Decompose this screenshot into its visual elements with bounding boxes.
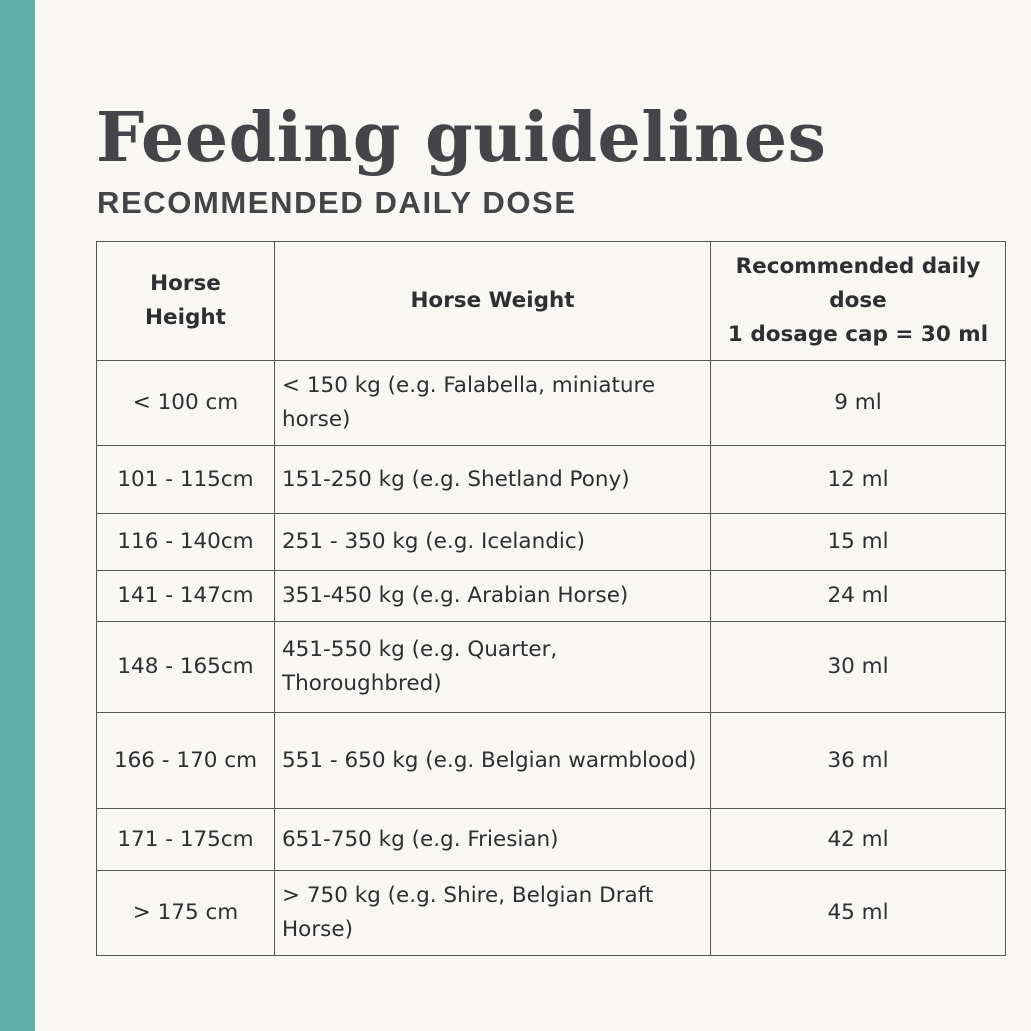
cell-dose: 42 ml: [711, 809, 1006, 871]
table-row: [97, 514, 1006, 571]
page-subtitle: RECOMMENDED DAILY DOSE: [97, 185, 577, 220]
table-row: [97, 446, 1006, 514]
table-row: [97, 622, 1006, 713]
cell-weight: 151-250 kg (e.g. Shetland Pony): [275, 446, 711, 514]
feeding-table-container: [96, 241, 1006, 956]
cell-height: 101 - 115cm: [97, 446, 275, 514]
cell-weight: 651-750 kg (e.g. Friesian): [275, 809, 711, 871]
header-horse-weight: Horse Weight: [275, 242, 711, 361]
cell-weight: 251 - 350 kg (e.g. Icelandic): [275, 514, 711, 571]
header-horse-height: [97, 242, 275, 361]
feeding-guidelines-table: [96, 241, 1006, 956]
cell-height: < 100 cm: [97, 361, 275, 446]
header-horse-height-label: Horse Height: [145, 271, 226, 330]
cell-dose: 12 ml: [711, 446, 1006, 514]
header-dose-cap-note: 1 dosage cap = 30 ml: [727, 322, 989, 347]
cell-dose: 9 ml: [711, 361, 1006, 446]
page-title: Feeding guidelines: [96, 98, 827, 178]
cell-weight: 451-550 kg (e.g. Quarter, Thoroughbred): [275, 622, 711, 713]
cell-height: 116 - 140cm: [97, 514, 275, 571]
cell-dose: 24 ml: [711, 571, 1006, 622]
accent-side-bar: [0, 0, 35, 1031]
cell-height: 166 - 170 cm: [97, 713, 275, 809]
cell-dose: 30 ml: [711, 622, 1006, 713]
table-row: [97, 871, 1006, 956]
header-recommended-dose: [711, 242, 1006, 361]
cell-weight: > 750 kg (e.g. Shire, Belgian Draft Horse): [275, 871, 711, 956]
cell-dose: 36 ml: [711, 713, 1006, 809]
cell-height: 171 - 175cm: [97, 809, 275, 871]
table-row: [97, 571, 1006, 622]
cell-dose: 45 ml: [711, 871, 1006, 956]
cell-weight: 551 - 650 kg (e.g. Belgian warmblood): [275, 713, 711, 809]
cell-dose: 15 ml: [711, 514, 1006, 571]
table-header-row: [97, 242, 1006, 361]
table-row: [97, 361, 1006, 446]
cell-weight: 351-450 kg (e.g. Arabian Horse): [275, 571, 711, 622]
cell-height: > 175 cm: [97, 871, 275, 956]
cell-weight: < 150 kg (e.g. Falabella, miniature horse): [275, 361, 711, 446]
table-row: [97, 713, 1006, 809]
table-row: [97, 809, 1006, 871]
cell-height: 148 - 165cm: [97, 622, 275, 713]
cell-height: 141 - 147cm: [97, 571, 275, 622]
header-dose-label: Recommended daily dose: [735, 254, 981, 313]
